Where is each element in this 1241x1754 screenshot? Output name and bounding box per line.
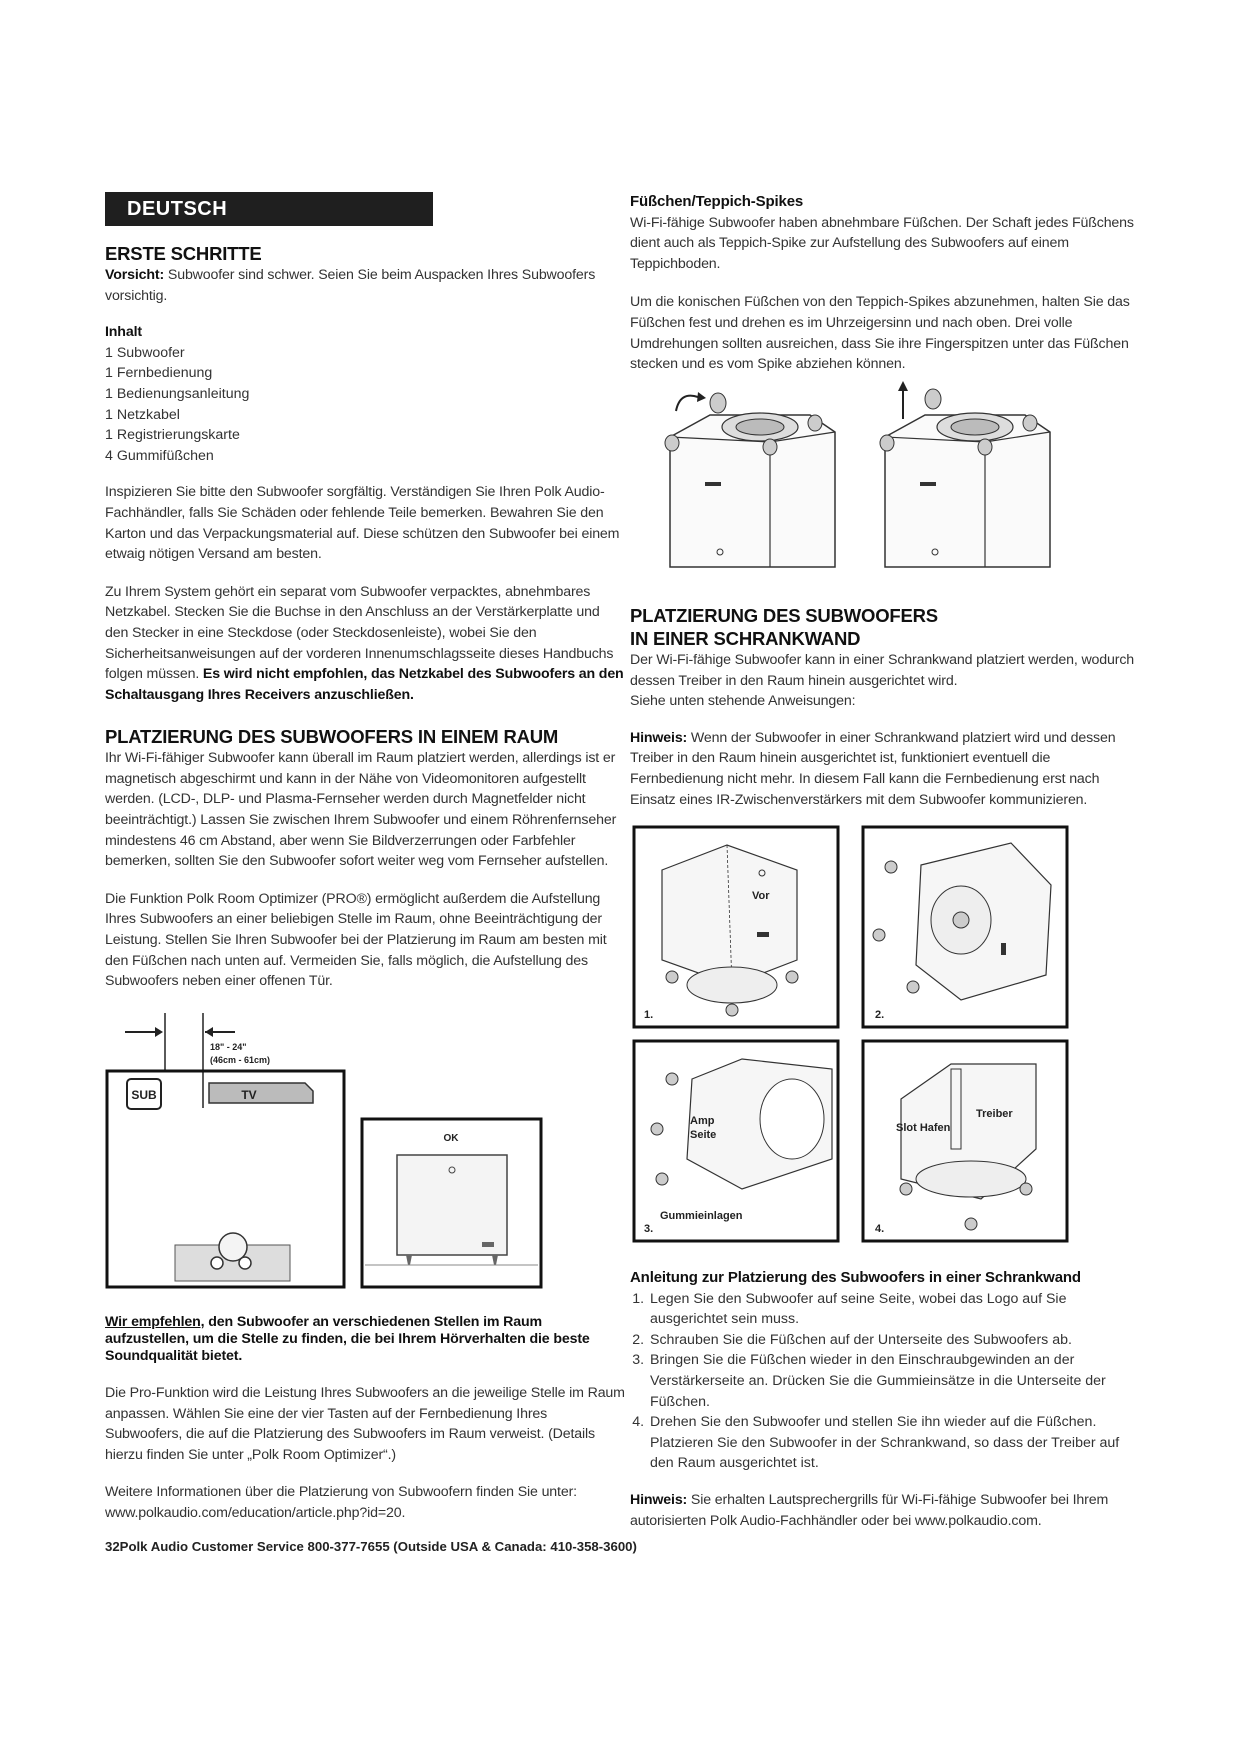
- feet-removal-text: Um die konischen Füßchen von den Teppich-Spikes abzunehmen, halten Sie das Füßchen fest und drehen es im Uhrzeigersinn und nach oben. Drei volle Umdrehungen sollten ausreichen, dass Sie ihre Fingerspitzen unter das Füßchen stecken und es vom Spike abziehen können.: [630, 294, 1130, 373]
- recommend-block: [105, 1314, 625, 1524]
- caution-text: Subwoofer sind schwer. Seien Sie beim Auspacken Ihres Subwoofers vorsichtig.: [105, 267, 596, 304]
- cabinet-note: [630, 728, 1140, 810]
- room-placement-text: Ihr Wi-Fi-fähiger Subwoofer kann überall im Raum platziert werden, allerdings ist er magnetisch abgeschirmt und kann in der Nähe von Videomonitoren aufgestellt werden. (LCD-, DLP- und Plasma-Fernseher werden durch Magnetfelder nicht beeinträchtigt.) Lassen Sie zwischen Ihrem Subwoofer und einem Röhrenfernseher mindestens 46 cm Abstand, aber wenn Sie Bildverzerrungen oder Farbfehler bemerken, sollten Sie den Subwoofer sofort weiter weg vom Fernseher aufstellen.: [105, 750, 617, 870]
- page-footer: [105, 1539, 637, 1554]
- list-item: 1 Netzkabel: [105, 406, 180, 423]
- pro-function-paragraph: Die Pro-Funktion wird die Leistung Ihres Subwoofers an die jeweilige Stelle im Raum anpassen. Wählen Sie eine der vier Tasten auf der Fernbedienung Ihres Subwoofers, die auf die Platzierung des Subwoofers im Raum verweist. (Details hierzu finden Sie unter „Polk Room Optimizer“.): [105, 1385, 625, 1463]
- fig4-number: 4.: [875, 1223, 885, 1235]
- footer-text: Polk Audio Customer Service 800-377-7655 (Outside USA & Canada: 410-358-3600): [119, 1539, 637, 1554]
- left-column: [105, 192, 625, 992]
- right-column: [630, 192, 1140, 375]
- figure-4: [863, 1041, 1067, 1241]
- room-placement-heading: PLATZIERUNG DES SUBWOOFERS IN EINEM RAUM: [105, 726, 559, 748]
- list-item: 4 Gummifüßchen: [105, 447, 214, 464]
- distance-cm: (46cm - 61cm): [210, 1055, 271, 1065]
- fig3-number: 3.: [644, 1223, 654, 1235]
- cabinet-text: Der Wi-Fi-fähige Subwoofer kann in einer Schrankwand platziert werden, wodurch dessen Treiber in den Raum hinein ausgerichtet wird.: [630, 652, 1135, 689]
- list-item: 1 Bedienungsanleitung: [105, 385, 250, 402]
- caution-label: Vorsicht:: [105, 267, 165, 283]
- instructions-list: [630, 1289, 1140, 1474]
- list-item: 1 Registrierungskarte: [105, 427, 240, 444]
- distance-inches: 18" - 24": [210, 1042, 247, 1052]
- caution-paragraph: [105, 265, 625, 306]
- feet-removal-illustration: [650, 377, 1070, 577]
- rotate-arrow-icon: [676, 396, 698, 411]
- note-label: Hinweis:: [630, 1491, 688, 1508]
- figure-1: [634, 827, 838, 1027]
- tv-label: TV: [241, 1088, 257, 1102]
- more-info-paragraph: Weitere Informationen über die Platzierung von Subwoofern finden Sie unter: www.polkaudio.com/education/article.php?id=20.: [105, 1484, 577, 1521]
- fig4-driver-label: Treiber: [976, 1108, 1013, 1120]
- subwoofer-right: [880, 381, 1050, 567]
- recommend-paragraph: [105, 1314, 625, 1365]
- subwoofer-left: [665, 392, 835, 567]
- list-item: 3. Bringen Sie die Füßchen wieder in den Einschraubgewinden an der Verstärkerseite an. Drücken Sie die Gummieinsätze in die Unterseite der Füßchen.: [648, 1350, 1140, 1412]
- fig2-number: 2.: [875, 1009, 885, 1021]
- getting-started-heading: ERSTE SCHRITTE: [105, 243, 262, 264]
- foot-icon: [406, 1255, 412, 1265]
- list-item: 1 Subwoofer: [105, 344, 185, 361]
- fig3-amp-label: Amp: [690, 1115, 715, 1127]
- ok-label: OK: [443, 1133, 459, 1144]
- list-item: 2. Schrauben Sie die Füßchen auf der Unterseite des Subwoofers ab.: [648, 1330, 1140, 1351]
- list-item: 1 Fernbedienung: [105, 365, 213, 382]
- list-item: 4. Drehen Sie den Subwoofer und stellen Sie ihn wieder auf die Füßchen. Platzieren Sie den Subwoofer in der Schrankwand, so dass der Treiber auf den Raum ausgerichtet ist.: [648, 1412, 1140, 1474]
- note-text: Sie erhalten Lautsprechergrills für Wi-Fi-fähige Subwoofer bei Ihrem autorisierten Polk Audio-Fachhändler oder bei www.polkaudio.com.: [630, 1491, 1109, 1529]
- contents-list: [105, 343, 625, 467]
- pro-paragraph: Die Funktion Polk Room Optimizer (PRO®) ermöglicht außerdem die Aufstellung Ihres Subwoofers an einer beliebigen Stelle im Raum, ohne Beeinträchtigung der Leistung. Stellen Sie Ihren Subwoofer bei der Platzierung im Raum am besten mit den Füßchen nach unten auf. Vermeiden Sie, falls möglich, die Aufstellung des Subwoofers neben einer offenen Tür.: [105, 890, 607, 990]
- recommend-underlined: Wir empfehlen,: [105, 1314, 205, 1330]
- sub-label: SUB: [131, 1088, 157, 1102]
- foot-icon: [492, 1255, 498, 1265]
- room-placement-diagram: [105, 1013, 617, 1291]
- note-label: Hinweis:: [630, 729, 688, 746]
- instructions-heading: Anleitung zur Platzierung des Subwoofers in einer Schrankwand: [630, 1269, 1081, 1286]
- feet-heading: Füßchen/Teppich-Spikes: [630, 193, 804, 210]
- power-text: Zu Ihrem System gehört ein separat vom Subwoofer verpacktes, abnehmbares Netzkabel. Stecken Sie die Buchse in den Anschluss an der Verstärkerplatte und den Stecker in eine Steckdose (oder Steckdosenleiste), wobei Sie den Sicherheitsanweisungen auf der vorderen Innenumschlagsseite dieses Handbuchs folgen müssen.: [105, 583, 614, 683]
- fig3-side-label: Seite: [690, 1129, 717, 1141]
- figure-2: [863, 827, 1067, 1027]
- cabinet-heading-line1: PLATZIERUNG DES SUBWOOFERS: [630, 605, 938, 626]
- cabinet-figures: [632, 825, 1070, 1253]
- fig4-port-label: Slot Hafen: [896, 1122, 951, 1134]
- cabinet-section: [630, 604, 1140, 810]
- grill-note: [630, 1490, 1140, 1531]
- arrowhead-right-icon: [155, 1027, 163, 1037]
- cabinet-text-see-below: Siehe unten stehende Anweisungen:: [630, 693, 856, 710]
- fig1-label: Vor: [752, 890, 770, 902]
- listener-head-icon: [211, 1257, 223, 1269]
- tv-shape: [209, 1083, 313, 1103]
- inspect-paragraph: Inspizieren Sie bitte den Subwoofer sorgfältig. Verständigen Sie Ihren Polk Audio-Fachhändler, falls Sie Schäden oder fehlende Teile bemerken. Bewahren Sie den Karton und das Verpackungsmaterial auf. Diese schützen den Subwoofer bei einem etwaig nötigen Versand am besten.: [105, 484, 620, 563]
- recommend-rest: den Subwoofer an verschiedenen Stellen im Raum aufzustellen, um die Stelle zu finden, die bei Ihrem Hörverhalten die beste Soundqualität bietet.: [105, 1314, 590, 1364]
- power-warning: Es wird nicht empfohlen, das Netzkabel des Subwoofers an den Schaltausgang Ihres Receivers anzuschließen.: [105, 666, 624, 703]
- list-item: 1. Legen Sie den Subwoofer auf seine Seite, wobei das Logo auf Sie ausgerichtet sein muss.: [648, 1289, 1140, 1330]
- instructions-section: [630, 1268, 1140, 1531]
- power-paragraph: [105, 582, 625, 706]
- arrowhead-left-icon: [205, 1027, 213, 1037]
- figure-3: [634, 1041, 838, 1241]
- feet-text: Wi-Fi-fähige Subwoofer haben abnehmbare Füßchen. Der Schaft jedes Füßchens dient auch als Teppich-Spike zur Aufstellung des Subwoofers auf einem Teppichboden.: [630, 214, 1134, 272]
- fig1-number: 1.: [644, 1009, 654, 1021]
- note-text: Wenn der Subwoofer in einer Schrankwand platziert wird und dessen Treiber in den Raum hinein ausgerichtet ist, funktioniert eventuell die Fernbedienung nicht mehr. In diesem Fall kann die Fernbedienung erst nach Einsatz eines IR-Zwischenverstärkers mit dem Subwoofer kommunizieren.: [630, 729, 1116, 808]
- page-number: 32: [105, 1539, 120, 1554]
- contents-heading: Inhalt: [105, 324, 142, 341]
- subwoofer-front: [397, 1155, 507, 1255]
- listener-head-icon: [239, 1257, 251, 1269]
- language-banner: DEUTSCH: [105, 192, 433, 226]
- cabinet-heading-line2: IN EINER SCHRANKWAND: [630, 628, 861, 649]
- logo-badge: [482, 1242, 494, 1247]
- fig3-rubber-label: Gummieinlagen: [660, 1210, 743, 1222]
